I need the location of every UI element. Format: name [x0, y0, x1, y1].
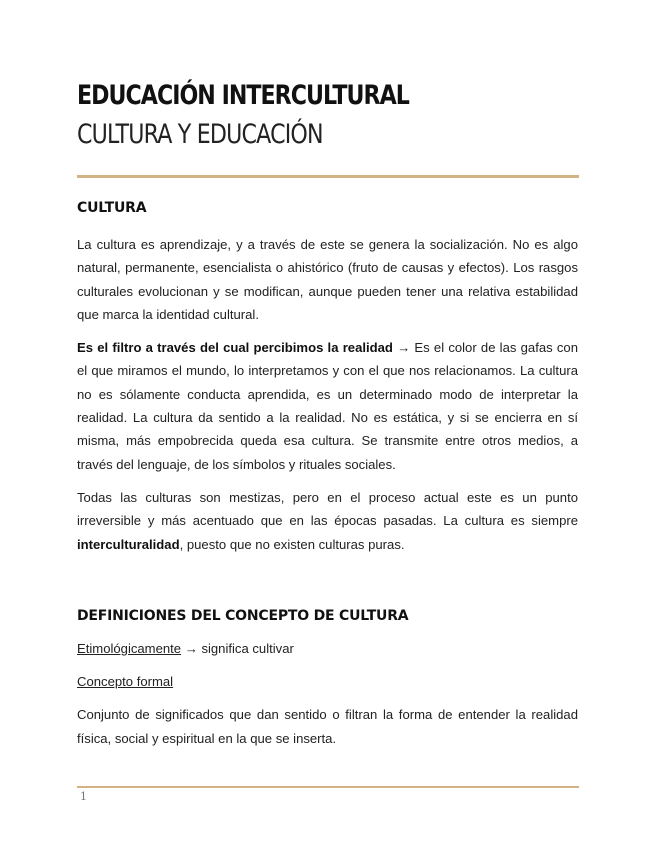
footer-divider [77, 786, 579, 788]
paragraph-mestizas-text-end: , puesto que no existen culturas puras. [179, 536, 405, 552]
paragraph-mestizas-text-start: Todas las culturas son mestizas, pero en el proceso actual este es un punto irreversible y más acentuado que en las épocas pasadas. La cultura es siempre [77, 489, 578, 529]
page-number: 1 [80, 790, 87, 803]
paragraph-filtro [77, 336, 578, 476]
definition-etimologica [77, 637, 578, 660]
label-concepto-formal-line [77, 670, 578, 693]
header-divider [77, 175, 579, 178]
bold-word-interculturalidad: interculturalidad [77, 536, 180, 552]
section-heading-definiciones: DEFINICIONES DEL CONCEPTO DE CULTURA [77, 607, 409, 624]
definition-etimologica-text: → significa cultivar [181, 640, 294, 656]
document-body [77, 198, 578, 760]
paragraph-filtro-text: → Es el color de las gafas con el que miramos el mundo, lo interpretamos y con el que nos relacionamos. La cultura no es sólamente conducta aprendida, es un determinado modo de interpretar la realidad. La cultura da sentido a la realidad. No es estática, y si se encierra en sí misma, más empobrecida queda esa cultura. Se transmite entre otros medios, a través del lenguaje, de los símbolos y rituales sociales. [77, 340, 578, 472]
bold-phrase-filtro: Es el filtro a través del cual percibimos la realidad [77, 340, 393, 356]
label-etimologicamente: Etimológicamente [77, 640, 182, 656]
paragraph-mestizas [77, 486, 578, 556]
label-concepto-formal: Concepto formal [77, 674, 174, 690]
paragraph-cultura-intro: La cultura es aprendizaje, y a través de este se genera la socialización. No es algo natural, permanente, esencialista o ahistórico (fruto de causas y efectos). Los rasgos culturales evolucionan y se modifican, aunque pueden tener una relativa estabilidad que marca la identidad cultural. [77, 237, 578, 322]
document-subtitle: CULTURA Y EDUCACIÓN [77, 119, 323, 150]
section-heading-cultura: CULTURA [77, 200, 147, 216]
paragraph-concepto-formal: Conjunto de significados que dan sentido o filtran la forma de entender la realidad física, social y espiritual en la que se inserta. [77, 707, 578, 746]
document-title: EDUCACIÓN INTERCULTURAL [77, 80, 409, 111]
